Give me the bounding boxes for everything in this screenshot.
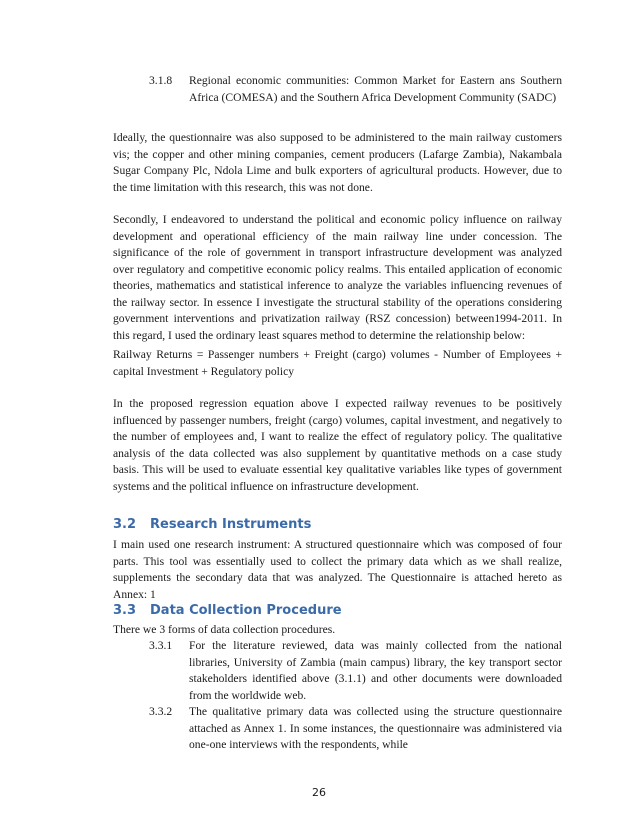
paragraph-research-instruments: I main used one research instrument: A structured questionnaire which was composed of four parts. This tool was essentially used to collect the primary data which as we shall realize, supplements the secondary data that was analyzed. The Questionnaire is attached hereto as Annex: 1 [113,538,562,601]
list-item-number: 3.1.8 [149,74,173,87]
section-title: Research Instruments [150,517,312,532]
regression-equation: Railway Returns = Passenger numbers + Freight (cargo) volumes - Number of Employees + capital Investment + Regulatory policy [113,348,562,378]
paragraph-regression-expectation: In the proposed regression equation above I expected railway revenues to be positively influenced by passenger numbers, freight (cargo) volumes, capital investment, and negatively to the number of employees and, I want to realize the effect of regulatory policy. The qualitative analysis of the data collected was also supplement by quantitative methods on a case study basis. This will be used to evaluate essential key qualitative variables like types of government systems and the political influence on infrastructure development. [113,397,562,493]
section-heading-3-2 [113,517,311,532]
paragraph-policy-influence: Secondly, I endeavored to understand the political and economic policy influence on railway development and operational efficiency of the main railway line under concession. The significance of the role of government in transport infrastructure development was analyzed over regulatory and competitive economic policy realms. This entailed application of economic theories, mathematics and statistical inference to analyze the variables influencing revenues of the railway sector. In essence I investigate the structural stability of the operations considering government interventions and privatization railway (RSZ concession) between1994-2011. In this regard, I used the ordinary least squares method to determine the relationship below: [113,213,562,342]
section-heading-3-3 [113,603,342,618]
list-item-3-3-1 [149,638,562,704]
paragraph-collection-intro: There we 3 forms of data collection procedures. [113,623,336,636]
list-item-text: Regional economic communities: Common Market for Eastern ans Southern Africa (COMESA) and the Southern Africa Development Community (SADC) [189,74,562,104]
list-item-number: 3.3.1 [149,639,173,652]
section-title: Data Collection Procedure [150,603,342,618]
page-number: 26 [312,786,326,799]
paragraph-questionnaire-customers: Ideally, the questionnaire was also supposed to be administered to the main railway customers vis; the copper and other mining companies, cement producers (Lafarge Zambia), Nakambala Sugar Company Plc, Ndola Lime and bulk exporters of agricultural products. However, due to the time limitation with this research, this was not done. [113,131,562,194]
section-number: 3.2 [113,517,137,532]
list-item-text: The qualitative primary data was collected using the structure questionnaire attached as Annex 1. In some instances, the questionnaire was administered via one-one interviews with the respondents, while [189,705,562,751]
list-item-text: For the literature reviewed, data was mainly collected from the national libraries, University of Zambia (main campus) library, the key transport sector stakeholders identified above (3.1.1) and other documents were downloaded from the worldwide web. [189,639,562,702]
list-item-3-3-2 [149,704,562,754]
list-item-3-1-8 [149,73,562,123]
list-item-number: 3.3.2 [149,705,173,718]
section-number: 3.3 [113,603,137,618]
